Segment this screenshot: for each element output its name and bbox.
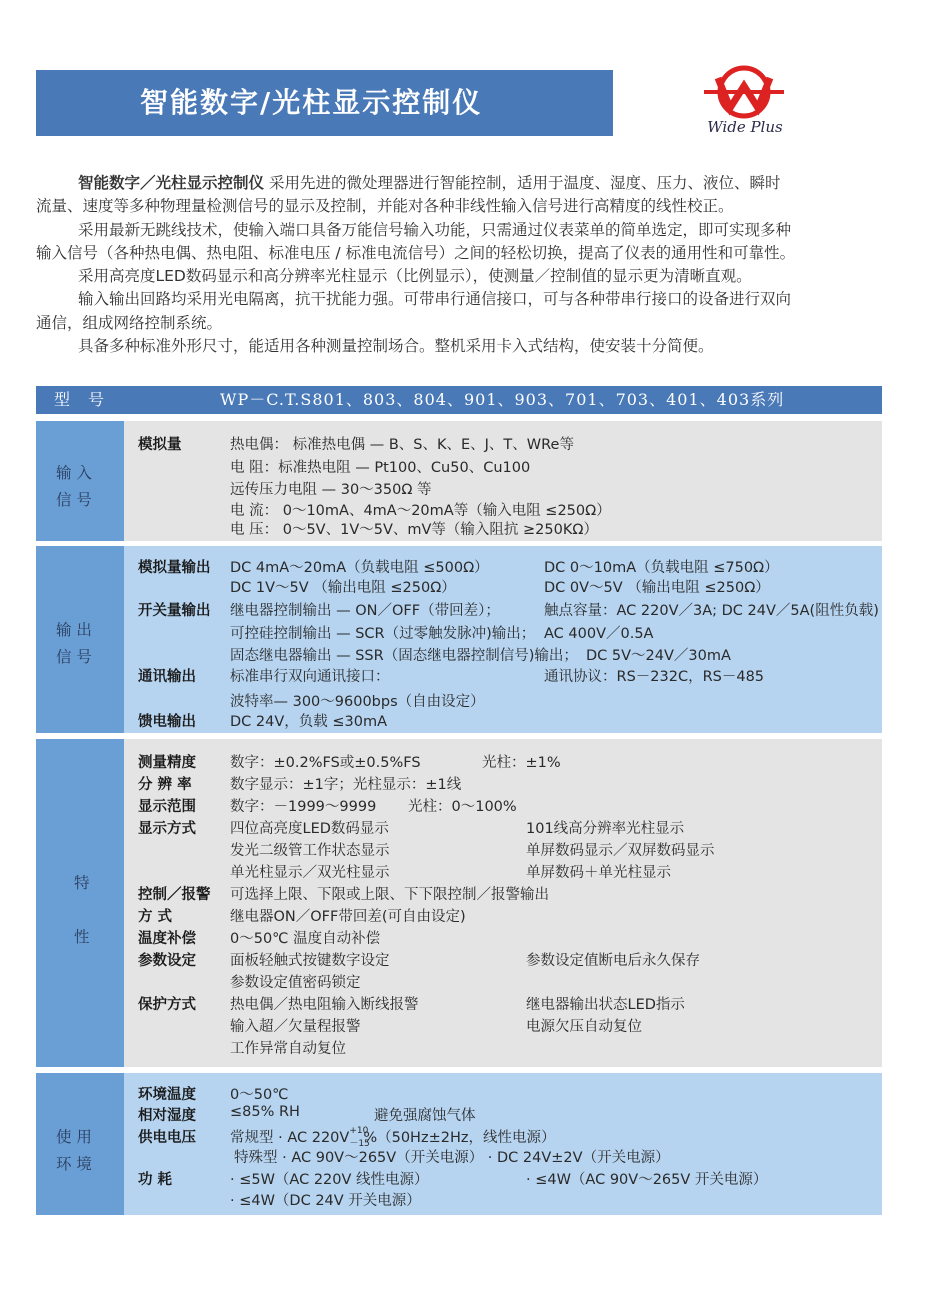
- env-volt-1: [230, 1126, 555, 1147]
- env-hum-note: 避免强腐蚀气体: [374, 1108, 476, 1124]
- tolerance-stack: [349, 1126, 370, 1149]
- env-power-1: · ≤5W（AC 220V 线性电源）: [230, 1172, 429, 1188]
- env-hum-value: ≤85% RH: [230, 1104, 300, 1120]
- model-value: WP－C.T.S801、803、804、901、903、701、703、401、403系列: [220, 390, 785, 409]
- intro-lead: 智能数字／光柱显示控制仪: [78, 174, 265, 192]
- output-a1: DC 4mA～20mA（负载电阻 ≤500Ω）: [230, 560, 489, 576]
- env-temp-value: 0～50℃: [230, 1087, 289, 1103]
- env-side: [36, 1073, 124, 1215]
- display-label: 显示方式: [138, 821, 196, 837]
- env-body: [124, 1073, 882, 1215]
- accuracy-bar: 光柱：±1%: [482, 755, 561, 771]
- env-power-2: · ≤4W（AC 90V～265V 开关电源）: [526, 1172, 768, 1188]
- brand-name: Wide Plus: [707, 118, 783, 136]
- env-power-label: 功 耗: [138, 1172, 173, 1188]
- output-c3: 波特率— 300～9600bps（自由设定）: [230, 694, 485, 710]
- param-1: 面板轻触式按键数字设定: [230, 953, 390, 969]
- input-analog-label: 模拟量: [138, 437, 182, 453]
- output-side-1: 输 出: [56, 621, 92, 639]
- protection-label: 保护方式: [138, 997, 196, 1013]
- env-side-2: 环 境: [56, 1155, 92, 1173]
- output-s6: DC 5V～24V／30mA: [586, 648, 731, 664]
- display-3: 发光二级管工作状态显示: [230, 843, 390, 859]
- intro-p5: 具备多种标准外形尺寸，能适用各种测量控制场合。整机采用卡入式结构，使安装十分简便。: [78, 337, 714, 356]
- output-s3: 可控硅控制输出 — SCR（过零触发脉冲)输出；: [230, 626, 536, 642]
- intro-p2-line1: 采用最新无跳线技术，使输入端口具备万能信号输入功能，只需通过仪表菜单的简单选定，即可实现多种: [78, 220, 792, 239]
- features-side-2: 性: [74, 928, 90, 946]
- display-1: 四位高亮度LED数码显示: [230, 821, 389, 837]
- control-label-2: 方 式: [138, 909, 173, 925]
- intro-p3: 采用高亮度LED数码显示和高分辨率光柱显示（比例显示），使测量／控制值的显示更为清晰直观。: [78, 267, 752, 286]
- display-6: 单屏数码＋单光柱显示: [526, 865, 671, 881]
- tolerance-up: +10: [349, 1126, 369, 1136]
- intro-p1-line1: 采用先进的微处理器进行智能控制，适用于温度、湿度、压力、液位、瞬时: [264, 174, 781, 192]
- input-section: [36, 421, 882, 541]
- output-c1: 标准串行双向通讯接口：: [230, 669, 390, 685]
- resolution-value: 数字显示：±1字；光柱显示：±1线: [230, 777, 462, 793]
- range-bar: 光柱：0～100%: [408, 799, 517, 815]
- output-a3: DC 1V～5V （输出电阻 ≤250Ω）: [230, 580, 456, 596]
- env-volt-1b: %（50Hz±2Hz，线性电源）: [363, 1130, 556, 1146]
- output-analog-label: 模拟量输出: [138, 560, 211, 576]
- input-line-2: 电 阻：标准热电阻 — Pt100、Cu50、Cu100: [230, 460, 531, 476]
- compensation-label: 温度补偿: [138, 931, 196, 947]
- protection-1: 热电偶／热电阻输入断线报警: [230, 997, 419, 1013]
- env-volt-1a: 常规型 · AC 220V: [230, 1130, 350, 1146]
- model-label: 型号: [54, 390, 123, 409]
- control-1: 可选择上限、下限或上限、下下限控制／报警输出: [230, 887, 549, 903]
- env-volt-2: 特殊型 · AC 90V～265V（开关电源） · DC 24V±2V（开关电源）: [234, 1150, 670, 1166]
- output-c2: 通讯协议：RS－232C，RS－485: [544, 669, 765, 685]
- output-switch-label: 开关量输出: [138, 603, 211, 619]
- range-label: 显示范围: [138, 799, 196, 815]
- output-s4: AC 400V／0.5A: [544, 626, 654, 642]
- output-f1: DC 24V，负载 ≤30mA: [230, 714, 388, 730]
- range-digital: 数字：－1999～9999: [230, 799, 377, 815]
- intro-p2-line2: 输入信号（各种热电偶、热电阻、标准电压 / 标准电流信号）之间的轻松切换，提高了仪表的通用性和可靠性。: [36, 243, 796, 262]
- protection-4: 电源欠压自动复位: [526, 1019, 642, 1035]
- protection-2: 继电器输出状态LED指示: [526, 997, 685, 1013]
- param-2: 参数设定值断电后永久保存: [526, 953, 700, 969]
- control-2: 继电器ON／OFF带回差(可自由设定): [230, 909, 466, 925]
- env-temp-label: 环境温度: [138, 1087, 196, 1103]
- output-a4: DC 0V～5V （输出电阻 ≤250Ω）: [544, 580, 770, 596]
- protection-5: 工作异常自动复位: [230, 1041, 346, 1057]
- intro-p4-line2: 通信，组成网络控制系统。: [36, 313, 223, 332]
- intro-p1-line2: 流量、速度等多种物理量检测信号的显示及控制，并能对各种非线性输入信号进行高精度的线性校正。: [36, 197, 734, 216]
- output-body: [124, 546, 882, 733]
- tolerance-down: －15: [349, 1139, 370, 1149]
- protection-3: 输入超／欠量程报警: [230, 1019, 361, 1035]
- output-s2: 触点容量：AC 220V／3A; DC 24V／5A(阻性负载): [544, 603, 879, 619]
- intro-text: [36, 172, 898, 358]
- environment-section: [36, 1073, 882, 1215]
- output-side: [36, 546, 124, 733]
- output-s5: 固态继电器输出 — SSR（固态继电器控制信号)输出；: [230, 648, 578, 664]
- input-line-1: 热电偶： 标准热电偶 — B、S、K、E、J、T、WRe等: [230, 437, 574, 453]
- output-a2: DC 0～10mA（负载电阻 ≤750Ω）: [544, 560, 779, 576]
- output-side-2: 信 号: [56, 648, 92, 666]
- features-section: [36, 739, 882, 1067]
- output-s1: 继电器控制输出 — ON／OFF（带回差）；: [230, 603, 500, 619]
- features-side-1: 特: [74, 874, 90, 892]
- control-label-1: 控制／报警: [138, 887, 211, 903]
- display-2: 101线高分辨率光柱显示: [526, 821, 685, 837]
- intro-p4-line1: 输入输出回路均采用光电隔离，抗干扰能力强。可带串行通信接口，可与各种带串行接口的设备进行双向: [78, 290, 792, 309]
- env-hum-label: 相对湿度: [138, 1108, 196, 1124]
- output-comm-label: 通讯输出: [138, 669, 196, 685]
- display-5: 单光柱显示／双光柱显示: [230, 865, 390, 881]
- input-line-4: 电 流： 0～10mA、4mA～20mA等（输入电阻 ≤250Ω）: [230, 503, 611, 519]
- output-feed-label: 馈电输出: [138, 714, 196, 730]
- display-4: 单屏数码显示／双屏数码显示: [526, 843, 715, 859]
- features-body: [124, 739, 882, 1067]
- input-line-5: 电 压： 0～5V、1V～5V、mV等（输入阻抗 ≥250KΩ）: [230, 522, 598, 538]
- input-body: [124, 421, 882, 541]
- env-power-3: · ≤4W（DC 24V 开关电源）: [230, 1193, 421, 1209]
- features-side: [36, 739, 124, 1067]
- resolution-label: 分 辨 率: [138, 777, 192, 793]
- input-side-1: 输 入: [56, 464, 92, 482]
- accuracy-label: 测量精度: [138, 755, 196, 771]
- input-side: [36, 421, 124, 541]
- model-bar: [36, 386, 882, 414]
- accuracy-digital: 数字：±0.2%FS或±0.5%FS: [230, 755, 421, 771]
- param-3: 参数设定值密码锁定: [230, 975, 361, 991]
- param-label: 参数设定: [138, 953, 196, 969]
- input-line-3: 远传压力电阻 — 30～350Ω 等: [230, 482, 432, 498]
- page-title: 智能数字/光柱显示控制仪: [36, 70, 613, 136]
- env-side-1: 使 用: [56, 1128, 92, 1146]
- output-section: [36, 546, 882, 733]
- compensation-value: 0～50℃ 温度自动补偿: [230, 931, 381, 947]
- input-side-2: 信 号: [56, 491, 92, 509]
- env-volt-label: 供电电压: [138, 1130, 196, 1146]
